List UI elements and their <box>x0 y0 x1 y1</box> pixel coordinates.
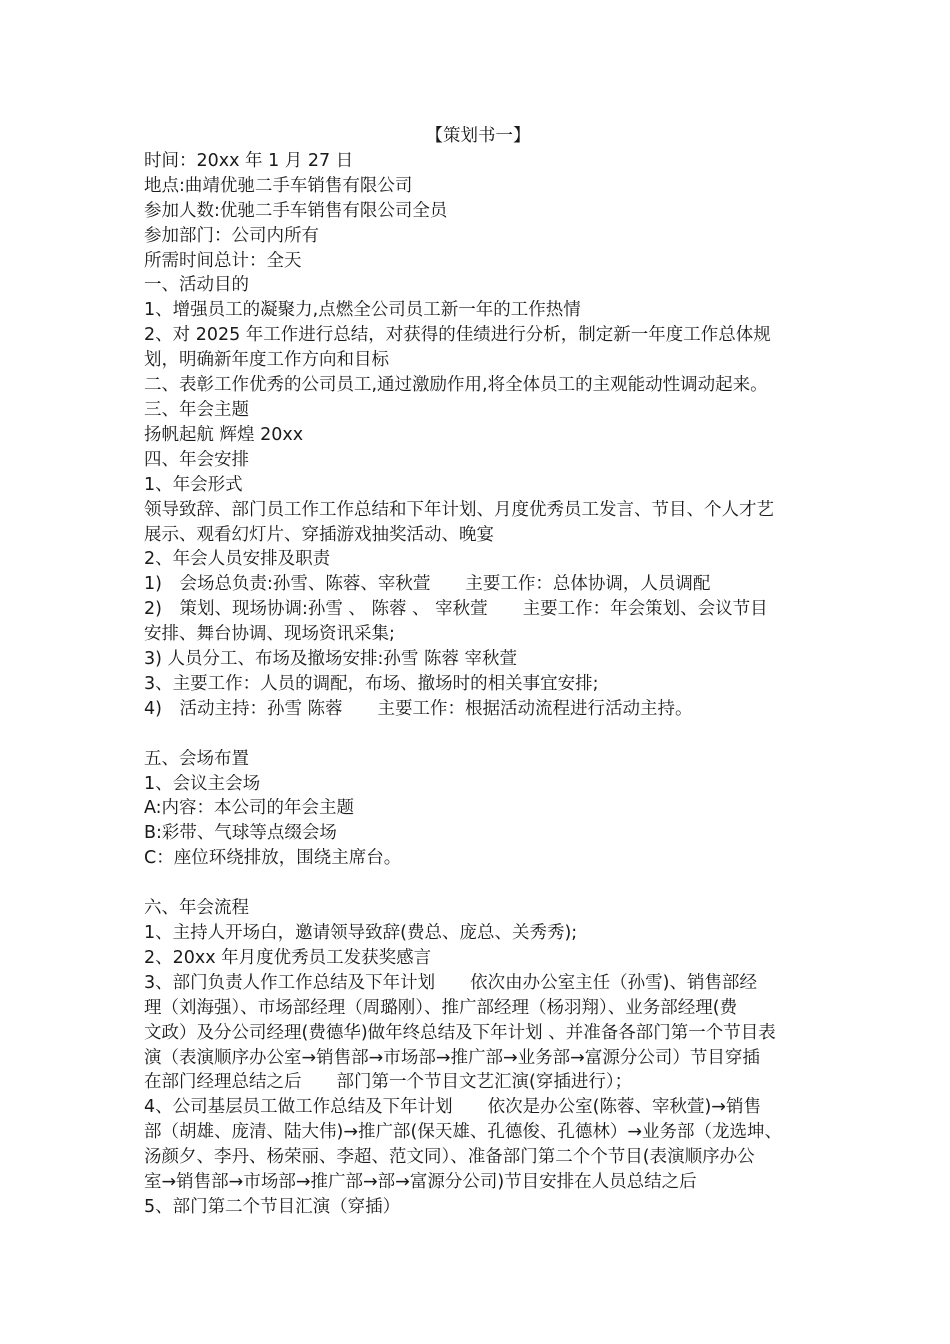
text-line: C：座位环绕排放，围绕主席台。 <box>144 848 402 869</box>
text-line: 1、增强员工的凝聚力,点燃全公司员工新一年的工作热情 <box>144 300 581 321</box>
text-line: 六、年会流程 <box>144 898 249 919</box>
text-line: 划，明确新年度工作方向和目标 <box>144 350 389 371</box>
text-line: 演（表演顺序办公室→销售部→市场部→推广部→业务部→富源分公司）节目穿插 <box>144 1047 760 1068</box>
document-title: 【策划书一】 <box>425 126 531 146</box>
text-line: 4) 活动主持：孙雪 陈蓉 主要工作：根据活动流程进行活动主持。 <box>144 698 693 719</box>
text-line: 五、会场布置 <box>144 748 249 769</box>
document-body <box>144 124 812 1220</box>
text-line: 2、年会人员安排及职责 <box>144 549 331 570</box>
text-line: 1、主持人开场白，邀请领导致辞(费总、庞总、关秀秀); <box>144 922 578 943</box>
text-line: A:内容：本公司的年会主题 <box>144 798 355 819</box>
text-line: 3、部门负责人作工作总结及下年计划 依次由办公室主任（孙雪)、销售部经 <box>144 972 757 993</box>
text-line: 2、20xx 年月度优秀员工发获奖感言 <box>144 947 432 968</box>
text-line: 1) 会场总负责:孙雪、陈蓉、宰秋萱 主要工作：总体协调，人员调配 <box>144 574 711 595</box>
text-line: 地点:曲靖优驰二手车销售有限公司 <box>144 175 413 196</box>
text-line: 3) 人员分工、布场及撤场安排:孙雪 陈蓉 宰秋萱 <box>144 649 518 670</box>
text-line: B:彩带、气球等点缀会场 <box>144 823 337 844</box>
blank-line <box>144 871 812 896</box>
text-line: 领导致辞、部门员工作工作总结和下年计划、月度优秀员工发言、节目、个人才艺 <box>144 499 774 520</box>
text-line: 三、年会主题 <box>144 399 249 420</box>
text-line: 二、表彰工作优秀的公司员工,通过激励作用,将全体员工的主观能动性调动起来。 <box>144 375 768 396</box>
blank-line <box>144 722 812 747</box>
text-line: 一、活动目的 <box>144 275 249 296</box>
text-line: 展示、观看幻灯片、穿插游戏抽奖活动、晚宴 <box>144 524 494 545</box>
text-line: 5、部门第二个节目汇演（穿插） <box>144 1196 401 1217</box>
text-line: 汤颜夕、李丹、杨荣丽、李超、范文同）、准备部门第二个个节目(表演顺序办公 <box>144 1147 755 1168</box>
text-line: 理（刘海强）、市场部经理（周璐刚）、推广部经理（杨羽翔）、业务部经理(费 <box>144 997 738 1018</box>
text-line: 文政）及分公司经理(费德华)做年终总结及下年计划 、并准备各部门第一个节目表 <box>144 1022 776 1043</box>
text-line: 2) 策划、现场协调:孙雪 、 陈蓉 、 宰秋萱 主要工作：年会策划、会议节目 <box>144 599 768 620</box>
text-line: 所需时间总计：全天 <box>144 250 302 271</box>
text-line: 1、会议主会场 <box>144 773 261 794</box>
text-line: 时间：20xx 年 1 月 27 日 <box>144 150 354 171</box>
text-line: 室→销售部→市场部→推广部→部→富源分公司)节目安排在人员总结之后 <box>144 1172 697 1193</box>
text-line: 2、对 2025 年工作进行总结，对获得的佳绩进行分析，制定新一年度工作总体规 <box>144 325 771 346</box>
text-line: 1、年会形式 <box>144 474 243 495</box>
text-line: 四、年会安排 <box>144 449 249 470</box>
document-lines <box>144 149 812 1220</box>
text-line: 安排、舞台协调、现场资讯采集; <box>144 624 395 645</box>
text-line: 参加部门：公司内所有 <box>144 225 319 246</box>
text-line: 扬帆起航 辉煌 20xx <box>144 424 304 445</box>
text-line: 4、公司基层员工做工作总结及下年计划 依次是办公室(陈蓉、宰秋萱)→销售 <box>144 1097 761 1118</box>
text-line: 在部门经理总结之后 部门第一个节目文艺汇演(穿插进行）； <box>144 1072 633 1093</box>
text-line: 参加人数:优驰二手车销售有限公司全员 <box>144 200 448 221</box>
text-line: 部（胡雄、庞清、陆大伟)→推广部(保天雄、孔德俊、孔德林）→业务部（龙选坤、 <box>144 1122 782 1143</box>
text-line: 3、主要工作：人员的调配，布场、撤场时的相关事宜安排; <box>144 673 599 694</box>
